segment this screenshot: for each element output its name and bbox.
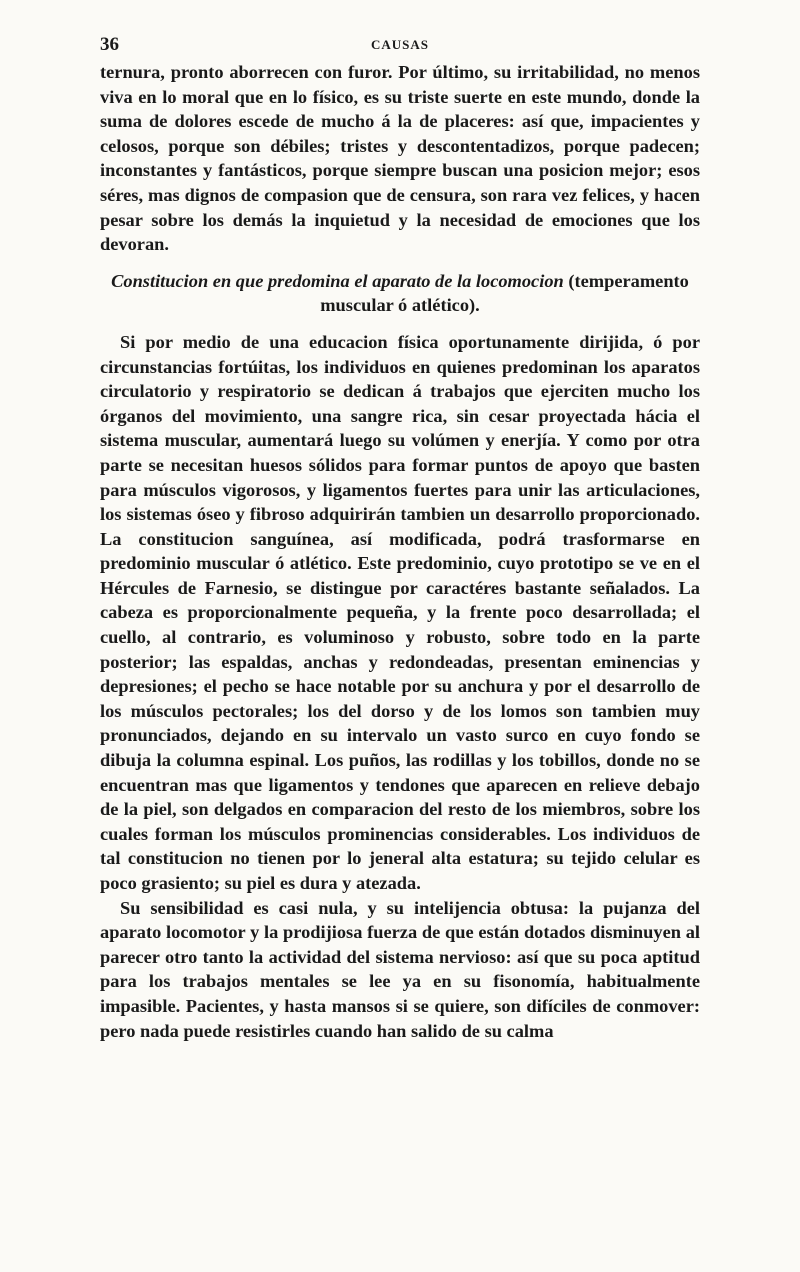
body-text <box>100 60 700 1043</box>
running-head: CAUSAS <box>370 37 429 52</box>
section-heading-subtitle: (temperamento muscular ó atlético). <box>320 270 689 316</box>
paragraph: Si por medio de una educacion física oportunamente dirijida, ó por circunstancias fortúitas, los individuos en quienes predominan los aparatos circulatorio y respiratorio se dedican á trabajos que ejerciten mucho los órganos del movimiento, una sangre rica, sin cesar proyectada hácia el sistema muscular, aumentará luego su volúmen y enerjía. Y como por otra parte se necesitan huesos sólidos para formar puntos de apoyo que basten para músculos vigorosos, y ligamentos fuertes para unir las articulaciones, los sistemas óseo y fibroso adquirirán tambien un desarrollo proporcionado. La constitucion sanguínea, así modificada, podrá trasformarse en predominio muscular ó atlético. Este predominio, cuyo prototipo se ve en el Hércules de Farnesio, se distingue por caractéres bastante señalados. La cabeza es proporcionalmente pequeña, y la frente poco desarrollada; el cuello, al contrario, es voluminoso y robusto, sobre todo en la parte posterior; las espaldas, anchas y redondeadas, presentan eminencias y depresiones; el pecho se hace notable por su anchura y por el desarrollo de los músculos pectorales; los del dorso y de los lomos son tambien muy pronunciados, dejando en su intervalo un vasto surco en cuyo fondo se dibuja la columna espinal. Los puños, las rodillas y los tobillos, donde no se encuentran mas que ligamentos y tendones que aparecen en relieve debajo de la piel, son delgados en comparacion del resto de los miembros, sobre los cuales forman los músculos prominencias considerables. Los individuos de tal constitucion no tienen por lo jeneral alta estatura; su tejido celular es poco grasiento; su piel es dura y atezada. <box>100 331 700 893</box>
section-heading <box>100 269 700 318</box>
paragraph: Su sensibilidad es casi nula, y su intelijencia obtusa: la pujanza del aparato locomotor y la prodijiosa fuerza de que están dotados disminuyen al parecer otro tanto la actividad del sistema nervioso: así que su poca aptitud para los trabajos mentales se lee ya en su fisonomía, habitualmente impasible. Pacientes, y hasta mansos si se quiere, son difíciles de conmover: pero nada puede resistirles cuando han salido de su calma <box>100 897 700 1041</box>
paragraph-continuation: ternura, pronto aborrecen con furor. Por último, su irritabilidad, no menos viva en lo moral que en lo físico, es su triste suerte en este mundo, donde la suma de dolores escede de mucho á la de placeres: así que, impacientes y celosos, porque son débiles; tristes y descontentadizos, porque padecen; inconstantes y fantásticos, porque siempre buscan una posicion mejor; esos séres, mas dignos de compasion que de censura, son rara vez felices, y hacen pesar sobre los demás la inquietud y la necesidad de emociones que los devoran. <box>100 62 700 255</box>
section-heading-title: Constitucion en que predomina el aparato de la locomocion <box>111 270 564 291</box>
page-number: 36 <box>100 34 119 55</box>
page-header <box>100 34 700 56</box>
